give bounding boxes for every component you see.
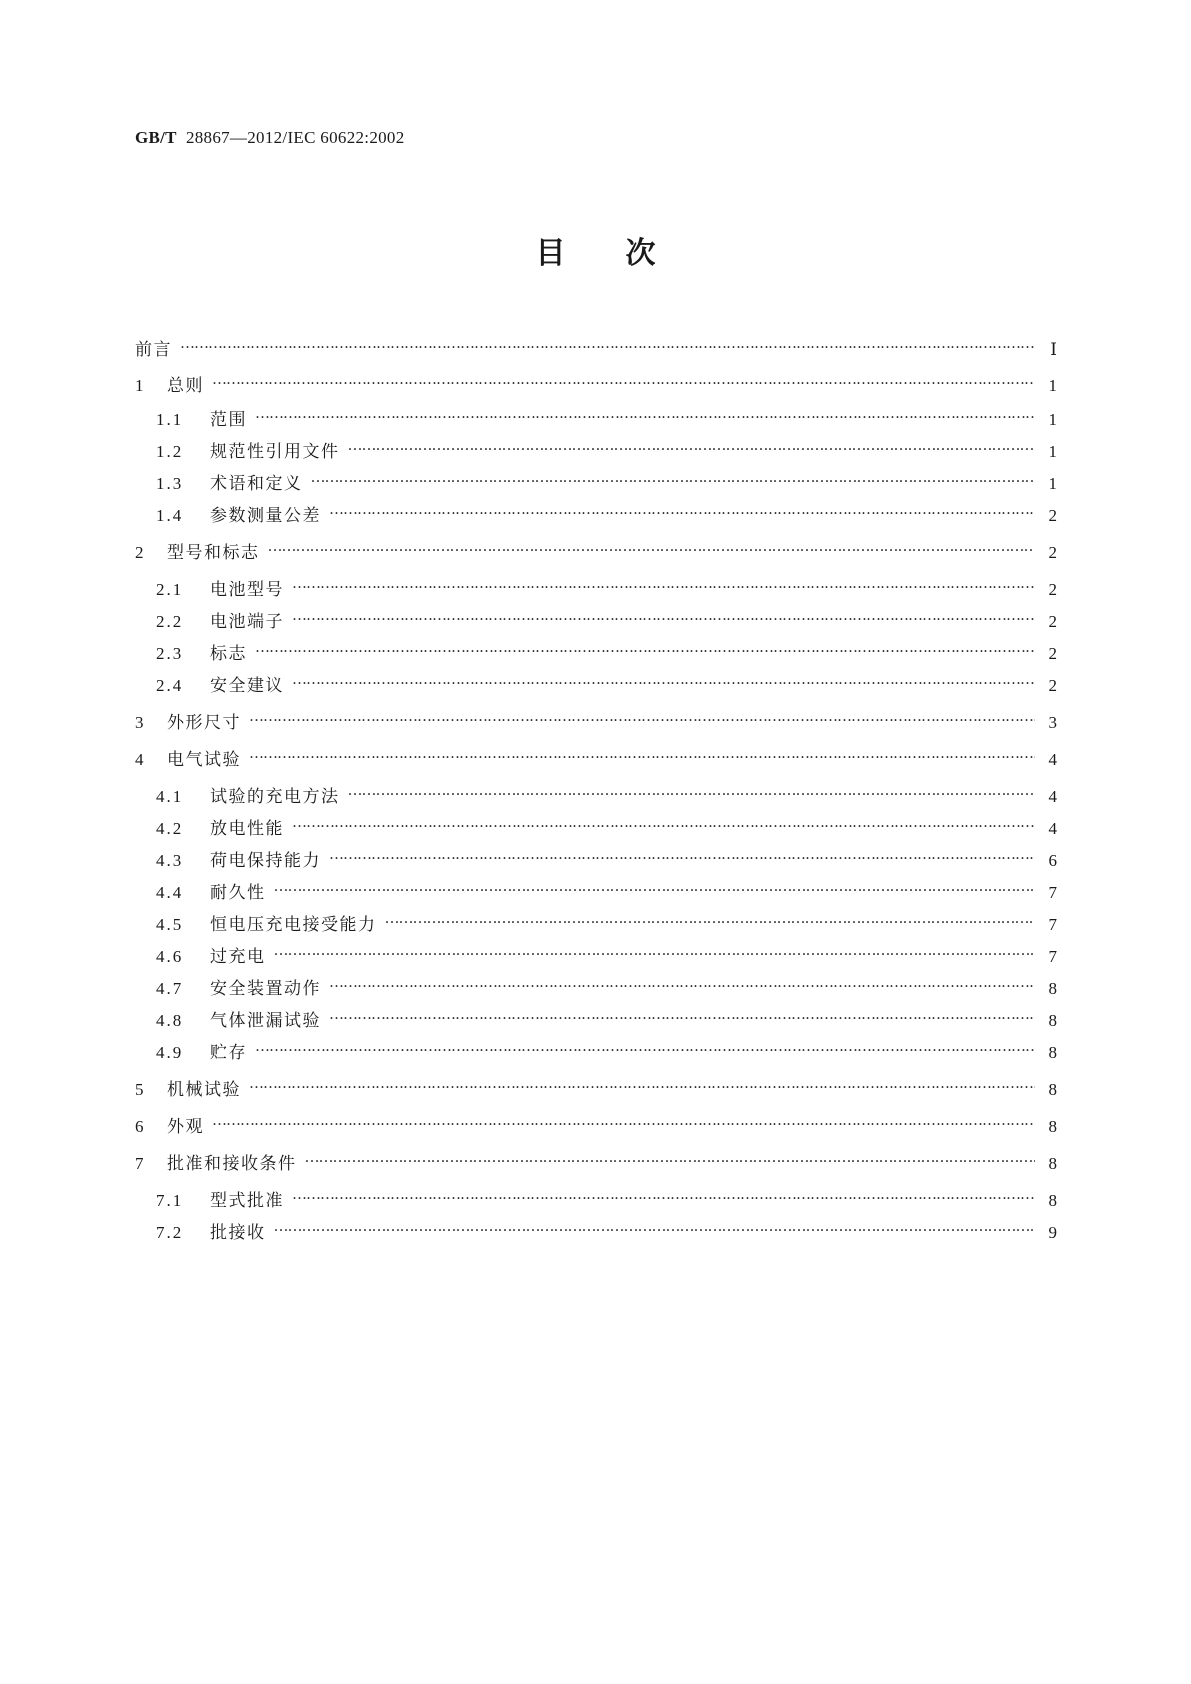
toc-entry-title: 参数测量公差 <box>210 506 321 526</box>
toc-entry-page: 1 <box>1048 442 1057 461</box>
toc-leader-dots <box>274 1214 1036 1238</box>
toc-entry-number: 2.4 <box>156 676 184 695</box>
toc-entry[interactable] <box>156 465 1057 494</box>
toc-entry-page: 4 <box>1048 750 1057 769</box>
toc-entry-page: 8 <box>1048 1117 1057 1136</box>
toc-entry-number: 2.3 <box>156 644 184 663</box>
toc-leader-dots <box>212 1108 1035 1132</box>
toc-entry[interactable] <box>156 1214 1057 1243</box>
toc-entry[interactable] <box>156 1034 1057 1063</box>
toc-entry[interactable] <box>135 1071 1057 1100</box>
toc-entry-page: 4 <box>1048 819 1057 838</box>
toc-entry-title: 规范性引用文件 <box>210 442 340 462</box>
toc-leader-dots <box>329 497 1035 521</box>
toc-entry-number: 1.2 <box>156 442 184 461</box>
toc-leader-dots <box>255 401 1035 425</box>
toc-entry-page: 8 <box>1048 1011 1057 1030</box>
toc-leader-dots <box>329 970 1035 994</box>
toc-entry[interactable] <box>156 1182 1057 1211</box>
toc-entry-page: Ⅰ <box>1050 340 1057 359</box>
toc-entry-number: 4.2 <box>156 819 184 838</box>
toc-entry-title: 安全装置动作 <box>210 979 321 999</box>
toc-entry-page: 2 <box>1048 543 1057 562</box>
toc-entry-page: 8 <box>1048 1191 1057 1210</box>
toc-entry-page: 6 <box>1048 851 1057 870</box>
toc-leader-dots <box>268 534 1036 558</box>
toc-entry-page: 7 <box>1048 915 1057 934</box>
toc-entry-title: 术语和定义 <box>210 474 303 494</box>
toc-leader-dots <box>292 810 1035 834</box>
page-title-char-2: 次 <box>625 236 656 271</box>
toc-entry-title: 外观 <box>167 1117 204 1137</box>
toc-entry[interactable] <box>135 331 1057 360</box>
toc-entry-page: 1 <box>1048 474 1057 493</box>
toc-entry-title: 荷电保持能力 <box>210 851 321 871</box>
toc-leader-dots <box>249 704 1035 728</box>
toc-entry[interactable] <box>156 938 1057 967</box>
toc-entry-number: 7.1 <box>156 1191 184 1210</box>
toc-entry-number: 1 <box>135 376 146 395</box>
toc-entry-title: 电池端子 <box>210 612 284 632</box>
toc-entry-page: 2 <box>1048 676 1057 695</box>
toc-entry-title: 试验的充电方法 <box>210 787 340 807</box>
toc-leader-dots <box>180 331 1035 355</box>
toc-entry-number: 4.3 <box>156 851 184 870</box>
toc-entry-title: 型号和标志 <box>167 543 260 563</box>
toc-entry-number: 6 <box>135 1117 146 1136</box>
toc-entry[interactable] <box>156 667 1057 696</box>
toc-entry-title: 气体泄漏试验 <box>210 1011 321 1031</box>
page-title-char-1: 目 <box>535 236 566 271</box>
toc-entry-page: 2 <box>1048 580 1057 599</box>
toc-entry-number: 4.7 <box>156 979 184 998</box>
toc-entry[interactable] <box>135 1145 1057 1174</box>
toc-leader-dots <box>249 741 1035 765</box>
toc-leader-dots <box>348 433 1036 457</box>
toc-leader-dots <box>292 571 1035 595</box>
toc-leader-dots <box>274 938 1036 962</box>
standard-number: 28867—2012/IEC 60622:2002 <box>185 128 405 147</box>
toc-entry[interactable] <box>156 906 1057 935</box>
toc-entry-number: 4.8 <box>156 1011 184 1030</box>
toc-leader-dots <box>255 1034 1035 1058</box>
toc-entry[interactable] <box>156 603 1057 632</box>
toc-entry[interactable] <box>156 635 1057 664</box>
toc-entry-number: 1.3 <box>156 474 184 493</box>
toc-entry-title: 标志 <box>210 644 247 664</box>
toc-leader-dots <box>292 603 1035 627</box>
toc-leader-dots <box>305 1145 1036 1169</box>
toc-leader-dots <box>255 635 1035 659</box>
toc-entry-title: 电气试验 <box>167 750 241 770</box>
toc-leader-dots <box>292 1182 1035 1206</box>
toc-entry[interactable] <box>135 704 1057 733</box>
toc-entry-page: 3 <box>1048 713 1057 732</box>
toc-entry[interactable] <box>156 497 1057 526</box>
toc-leader-dots <box>274 874 1036 898</box>
toc-entry[interactable] <box>135 1108 1057 1137</box>
toc-entry-number: 2.2 <box>156 612 184 631</box>
toc-leader-dots <box>385 906 1036 930</box>
toc-entry-number: 1.1 <box>156 410 184 429</box>
toc-entry-number: 4.5 <box>156 915 184 934</box>
toc-entry[interactable] <box>135 367 1057 396</box>
toc-leader-dots <box>212 367 1035 391</box>
toc-leader-dots <box>348 778 1036 802</box>
toc-entry-page: 8 <box>1048 1154 1057 1173</box>
toc-entry-page: 9 <box>1048 1223 1057 1242</box>
toc-entry[interactable] <box>156 842 1057 871</box>
toc-entry-title: 批接收 <box>210 1223 266 1243</box>
toc-entry[interactable] <box>156 874 1057 903</box>
toc-entry-page: 2 <box>1048 506 1057 525</box>
toc-entry-number: 2 <box>135 543 146 562</box>
toc-entry-title: 贮存 <box>210 1043 247 1063</box>
toc-entry[interactable] <box>156 433 1057 462</box>
toc-entry-number: 7.2 <box>156 1223 184 1242</box>
toc-leader-dots <box>292 667 1035 691</box>
toc-entry-number: 7 <box>135 1154 146 1173</box>
toc-entry-title: 范围 <box>210 410 247 430</box>
toc-entry-title: 恒电压充电接受能力 <box>210 915 377 935</box>
toc-entry[interactable] <box>135 741 1057 770</box>
toc-entry-title: 放电性能 <box>210 819 284 839</box>
toc-entry[interactable] <box>156 810 1057 839</box>
toc-entry-title: 批准和接收条件 <box>167 1154 297 1174</box>
toc-entry-page: 8 <box>1048 979 1057 998</box>
toc-entry-title: 总则 <box>167 376 204 396</box>
toc-entry-page: 8 <box>1048 1043 1057 1062</box>
toc-entry[interactable] <box>156 970 1057 999</box>
toc-entry-page: 2 <box>1048 612 1057 631</box>
toc-entry[interactable] <box>156 1002 1057 1031</box>
toc-entry-number: 4.6 <box>156 947 184 966</box>
toc-entry-page: 1 <box>1048 410 1057 429</box>
toc-entry-number: 3 <box>135 713 146 732</box>
toc-entry-title: 外形尺寸 <box>167 713 241 733</box>
toc-entry-number: 4.4 <box>156 883 184 902</box>
toc-entry-number: 5 <box>135 1080 146 1099</box>
toc-entry-title: 安全建议 <box>210 676 284 696</box>
toc-entry-page: 4 <box>1048 787 1057 806</box>
toc-entry-title: 机械试验 <box>167 1080 241 1100</box>
toc-entry-number: 4.9 <box>156 1043 184 1062</box>
toc-entry-number: 4.1 <box>156 787 184 806</box>
toc-entry-title: 型式批准 <box>210 1191 284 1211</box>
toc-leader-dots <box>329 842 1035 866</box>
toc-entry-title: 电池型号 <box>210 580 284 600</box>
toc-leader-dots <box>311 465 1036 489</box>
toc-entry[interactable] <box>156 401 1057 430</box>
toc-entry-page: 8 <box>1048 1080 1057 1099</box>
toc-entry[interactable] <box>135 534 1057 563</box>
toc-entry-title: 过充电 <box>210 947 266 967</box>
toc-entry-page: 1 <box>1048 376 1057 395</box>
toc-entry[interactable] <box>156 571 1057 600</box>
toc-entry-page: 2 <box>1048 644 1057 663</box>
toc-entry-page: 7 <box>1048 947 1057 966</box>
toc-leader-dots <box>329 1002 1035 1026</box>
standard-code: GB/T <box>135 128 177 147</box>
toc-entry-title: 耐久性 <box>210 883 266 903</box>
toc-entry-number: 4 <box>135 750 146 769</box>
toc-entry-title: 前言 <box>135 340 172 360</box>
toc-entry-page: 7 <box>1048 883 1057 902</box>
toc-entry-number: 1.4 <box>156 506 184 525</box>
toc-leader-dots <box>249 1071 1035 1095</box>
toc-entry-number: 2.1 <box>156 580 184 599</box>
toc-entry[interactable] <box>156 778 1057 807</box>
